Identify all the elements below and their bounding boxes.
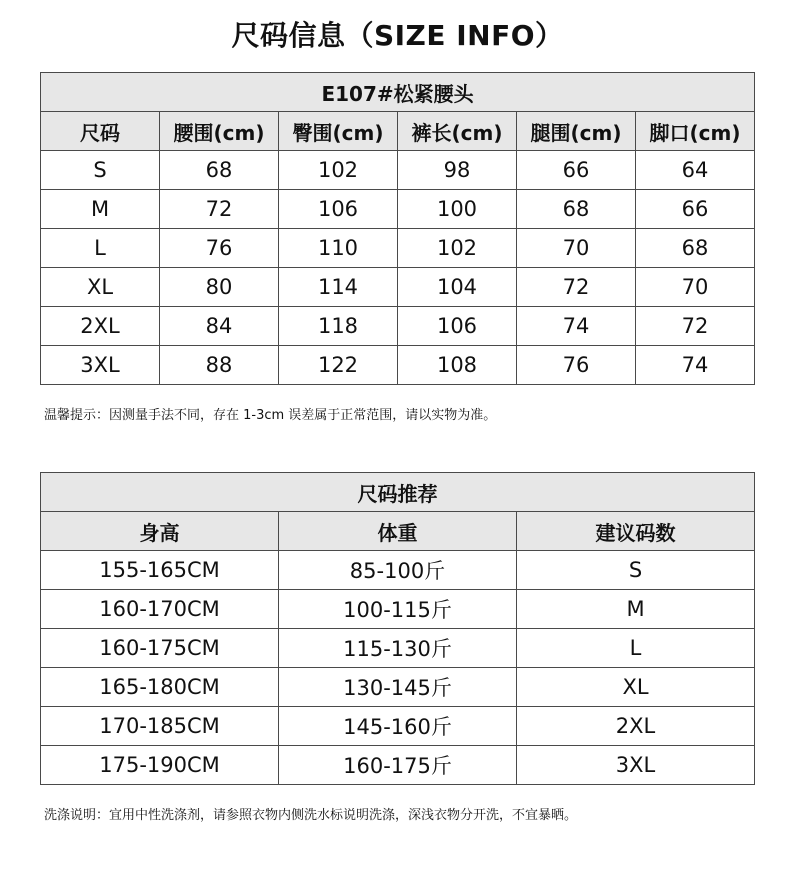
column-header: 脚口(cm) (636, 112, 755, 151)
table-cell: 68 (160, 151, 279, 190)
table-cell: 85-100斤 (279, 551, 517, 590)
table-cell: L (517, 629, 755, 668)
table-row (41, 590, 755, 629)
table-row (41, 746, 755, 785)
column-header: 尺码 (41, 112, 160, 151)
column-header: 裤长(cm) (398, 112, 517, 151)
table-cell: 3XL (41, 346, 160, 385)
table-cell: 66 (517, 151, 636, 190)
table-row (41, 629, 755, 668)
table-cell: 70 (636, 268, 755, 307)
table-cell: 100 (398, 190, 517, 229)
table-row (41, 551, 755, 590)
table-cell: 118 (279, 307, 398, 346)
table-cell: M (517, 590, 755, 629)
column-header: 腰围(cm) (160, 112, 279, 151)
table-cell: 175-190CM (41, 746, 279, 785)
table-row (41, 668, 755, 707)
table-cell: 66 (636, 190, 755, 229)
table-cell: 104 (398, 268, 517, 307)
column-header: 建议码数 (517, 512, 755, 551)
size-recommendation-table (40, 472, 755, 785)
column-header: 臀围(cm) (279, 112, 398, 151)
table-cell: 155-165CM (41, 551, 279, 590)
size-table-caption: E107#松紧腰头 (41, 73, 755, 112)
table-cell: 2XL (41, 307, 160, 346)
table-cell: 88 (160, 346, 279, 385)
table-cell: 76 (160, 229, 279, 268)
table-cell: 108 (398, 346, 517, 385)
table-row (41, 307, 755, 346)
table-cell: XL (517, 668, 755, 707)
table-cell: 70 (517, 229, 636, 268)
table-cell: 160-175斤 (279, 746, 517, 785)
table-cell: 72 (160, 190, 279, 229)
column-header: 体重 (279, 512, 517, 551)
table-cell: 84 (160, 307, 279, 346)
table-cell: 98 (398, 151, 517, 190)
table-cell: 102 (398, 229, 517, 268)
table-cell: 170-185CM (41, 707, 279, 746)
size-table-header-row (41, 112, 755, 151)
table-cell: 106 (279, 190, 398, 229)
table-cell: 165-180CM (41, 668, 279, 707)
table-cell: 110 (279, 229, 398, 268)
table-cell: 2XL (517, 707, 755, 746)
table-cell: 160-175CM (41, 629, 279, 668)
table-cell: 100-115斤 (279, 590, 517, 629)
table-cell: 72 (636, 307, 755, 346)
table-row (41, 229, 755, 268)
table-cell: S (41, 151, 160, 190)
table-row (41, 268, 755, 307)
table-cell: 74 (517, 307, 636, 346)
recommend-table-header-row (41, 512, 755, 551)
table-cell: 114 (279, 268, 398, 307)
washing-instructions: 洗涤说明：宜用中性洗涤剂，请参照衣物内侧洗水标说明洗涤，深浅衣物分开洗，不宜暴晒。 (44, 808, 578, 823)
table-cell: XL (41, 268, 160, 307)
table-cell: 106 (398, 307, 517, 346)
table-cell: M (41, 190, 160, 229)
table-row (41, 151, 755, 190)
table-cell: 80 (160, 268, 279, 307)
table-cell: 160-170CM (41, 590, 279, 629)
table-cell: 68 (636, 229, 755, 268)
table-cell: 122 (279, 346, 398, 385)
table-cell: 3XL (517, 746, 755, 785)
table-cell: L (41, 229, 160, 268)
column-header: 腿围(cm) (517, 112, 636, 151)
table-cell: 74 (636, 346, 755, 385)
measurement-tip: 温馨提示：因测量手法不同，存在 1-3cm 误差属于正常范围，请以实物为准。 (44, 408, 497, 423)
table-cell: 102 (279, 151, 398, 190)
table-cell: 72 (517, 268, 636, 307)
table-row (41, 346, 755, 385)
table-cell: S (517, 551, 755, 590)
table-cell: 64 (636, 151, 755, 190)
column-header: 身高 (41, 512, 279, 551)
recommend-table-caption: 尺码推荐 (41, 473, 755, 512)
table-cell: 115-130斤 (279, 629, 517, 668)
table-row (41, 190, 755, 229)
table-cell: 76 (517, 346, 636, 385)
table-cell: 130-145斤 (279, 668, 517, 707)
table-cell: 68 (517, 190, 636, 229)
size-chart-table (40, 72, 755, 385)
page-title: 尺码信息（SIZE INFO） (231, 19, 564, 52)
table-cell: 145-160斤 (279, 707, 517, 746)
table-row (41, 707, 755, 746)
